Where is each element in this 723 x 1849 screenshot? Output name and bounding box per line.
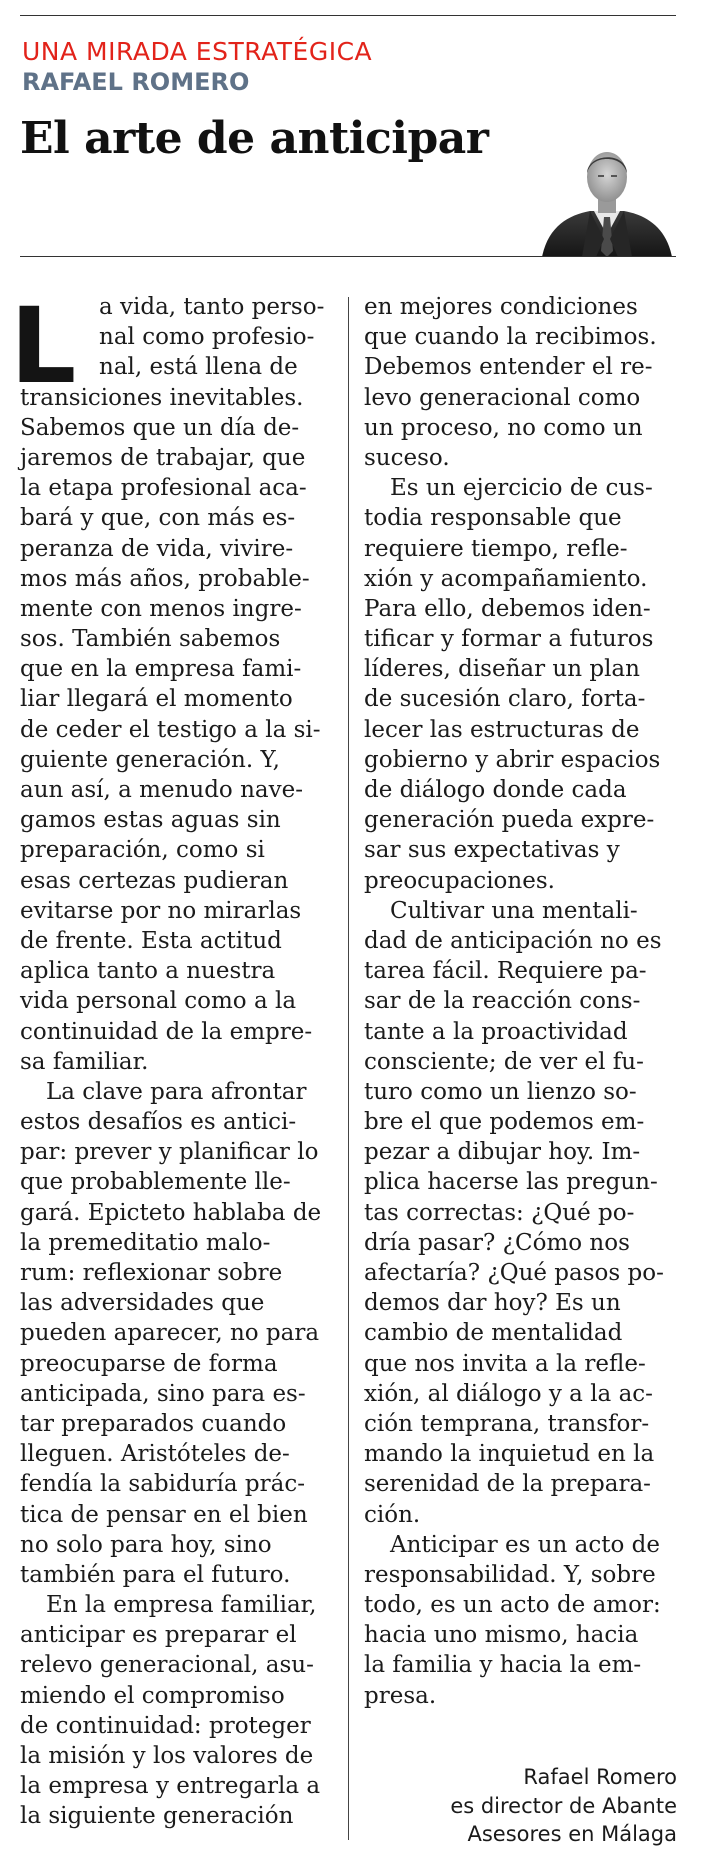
text-line: gará. Epicteto hablaba de [20,1199,322,1226]
text-line: preparación, como si [20,837,265,864]
text-line: gamos estas aguas sin [20,807,281,834]
text-line: mos más años, probable- [20,565,310,592]
text-line: aun así, a menudo nave- [20,777,303,803]
text-line: sa familiar. [20,1048,149,1075]
text-line: dad de anticipación no es [364,927,662,954]
text-line: lecer las estructuras de [364,716,640,743]
text-line: las adversidades que [20,1290,265,1317]
text-line: ción. [364,1501,421,1528]
text-line: que en la empresa fami- [20,656,302,683]
signature-role: Asesores en Málaga [467,1822,677,1846]
text-line: cambio de mentalidad [364,1320,623,1347]
article-title: El arte de anticipar [20,113,489,164]
signature-role: es director de Abante [450,1793,677,1818]
text-line: plica hacerse las pregun- [364,1169,658,1196]
section-kicker: UNA MIRADA ESTRATÉGICA [22,37,373,66]
top-rule [20,15,676,16]
text-line: de ceder el testigo a la si- [20,716,321,743]
text-line: de frente. Esta actitud [20,927,282,954]
drop-cap: L [10,285,77,407]
text-line: tarea fácil. Requiere pa- [364,958,647,985]
text-line: relevo generacional, asu- [20,1652,314,1679]
text-line: tica de pensar en el bien [20,1501,308,1528]
text-line: Sabemos que un día de- [20,414,300,441]
text-line: esas certezas pudieran [20,867,289,894]
text-line: la familia y hacia la em- [364,1652,642,1679]
text-line: levo generacional como [364,384,641,411]
author-photo [538,139,676,257]
text-line: consciente; de ver el fu- [364,1048,644,1075]
text-line: de continuidad: proteger [20,1712,311,1739]
signature-name: Rafael Romero [523,1765,677,1789]
column-divider [348,297,349,1840]
text-line: suceso. [364,444,450,471]
text-line: la premeditatio malo- [20,1229,271,1256]
text-line: serenidad de la prepara- [364,1471,651,1498]
text-line: gobierno y abrir espacios [364,746,661,773]
text-line: que cuando la recibimos. [364,324,657,351]
text-line: de sucesión claro, forta- [364,686,646,713]
text-line: pueden aparecer, no para [20,1320,320,1347]
text-line: todo, es un acto de amor: [364,1592,661,1619]
text-line: anticipar es preparar el [20,1622,297,1649]
text-line: sar sus expectativas y [364,837,620,864]
text-line: La clave para afrontar [46,1078,307,1105]
text-line: en mejores condiciones [364,294,638,320]
text-line: par: prever y planificar lo [20,1139,319,1166]
text-line: peranza de vida, vivire- [20,535,294,562]
text-line: lleguen. Aristóteles de- [20,1441,290,1468]
text-line: responsabilidad. Y, sobre [364,1561,656,1588]
text-line: demos dar hoy? Es un [364,1290,621,1317]
text-line: mando la inquietud en la [364,1441,655,1468]
text-line: turo como un lienzo so- [364,1078,637,1105]
text-line: nal, está llena de [99,354,298,381]
text-line: la empresa y entregarla a [20,1773,321,1800]
text-line: tas correctas: ¿Qué po- [364,1199,635,1226]
text-line: sos. También sabemos [20,626,281,653]
text-line: sar de la reacción cons- [364,988,641,1015]
article-column-left [20,292,338,1832]
text-line: aplica tanto a nuestra [20,958,276,985]
article-column-right [364,292,684,1711]
text-line: a vida, tanto perso- [99,294,325,320]
text-line: jaremos de trabajar, que [20,444,306,471]
text-line: rum: reflexionar sobre [20,1260,283,1286]
text-line: Debemos entender el re- [364,354,653,381]
text-line: la etapa profesional aca- [20,475,307,502]
text-line: fendía la sabiduría prác- [20,1471,306,1498]
text-line: preocuparse de forma [20,1350,278,1377]
text-line: de diálogo donde cada [364,777,627,803]
text-line: preocupaciones. [364,867,555,894]
text-line: miendo el compromiso [20,1682,285,1709]
text-line: bará y que, con más es- [20,505,296,532]
text-line: vida personal como a la [20,988,297,1015]
text-line: transiciones inevitables. [20,384,304,411]
text-line: Para ello, debemos iden- [364,595,651,622]
text-line: que probablemente lle- [20,1169,291,1196]
text-line: tante a la proactividad [364,1018,628,1045]
text-line: hacia uno mismo, hacia [364,1622,639,1649]
text-line: En la empresa familiar, [46,1592,317,1619]
text-line: pezar a dibujar hoy. Im- [364,1139,641,1166]
text-line: tificar y formar a futuros [364,626,654,653]
text-line: continuidad de la empre- [20,1018,313,1045]
text-line: la misión y los valores de [20,1743,314,1769]
text-line: generación pueda expre- [364,807,655,834]
text-line: requiere tiempo, refle- [364,535,628,562]
author-signature [450,1763,677,1849]
text-line: Anticipar es un acto de [390,1531,660,1558]
text-line: afectaría? ¿Qué pasos po- [364,1260,664,1286]
text-line: evitarse por no mirarlas [20,897,302,924]
text-line: no solo para hoy, sino [20,1531,272,1558]
text-line: Cultivar una mentali- [390,897,638,924]
text-line: que nos invita a la refle- [364,1350,646,1377]
text-line: xión, al diálogo y a la ac- [364,1380,653,1407]
text-line: liar llegará el momento [20,686,293,713]
text-line: guiente generación. Y, [20,746,280,773]
text-line: la siguiente generación [20,1803,294,1830]
text-line: nal como profesio- [99,324,315,351]
header-rule [20,256,676,257]
text-line: anticipada, sino para es- [20,1380,306,1407]
author-byline: RAFAEL ROMERO [22,68,250,96]
text-line: xión y acompañamiento. [364,565,648,592]
text-line: Es un ejercicio de cus- [390,475,653,502]
text-line: líderes, diseñar un plan [364,656,640,683]
text-line: dría pasar? ¿Cómo nos [364,1229,630,1256]
text-line: bre el que podemos em- [364,1109,645,1136]
text-line: todia responsable que [364,505,622,532]
text-line: estos desafíos es antici- [20,1109,297,1136]
text-line: también para el futuro. [20,1561,291,1588]
text-line: tar preparados cuando [20,1410,287,1437]
text-line: presa. [364,1682,437,1709]
text-line: mente con menos ingre- [20,595,302,622]
text-line: un proceso, no como un [364,414,643,441]
text-line: ción temprana, transfor- [364,1410,650,1437]
